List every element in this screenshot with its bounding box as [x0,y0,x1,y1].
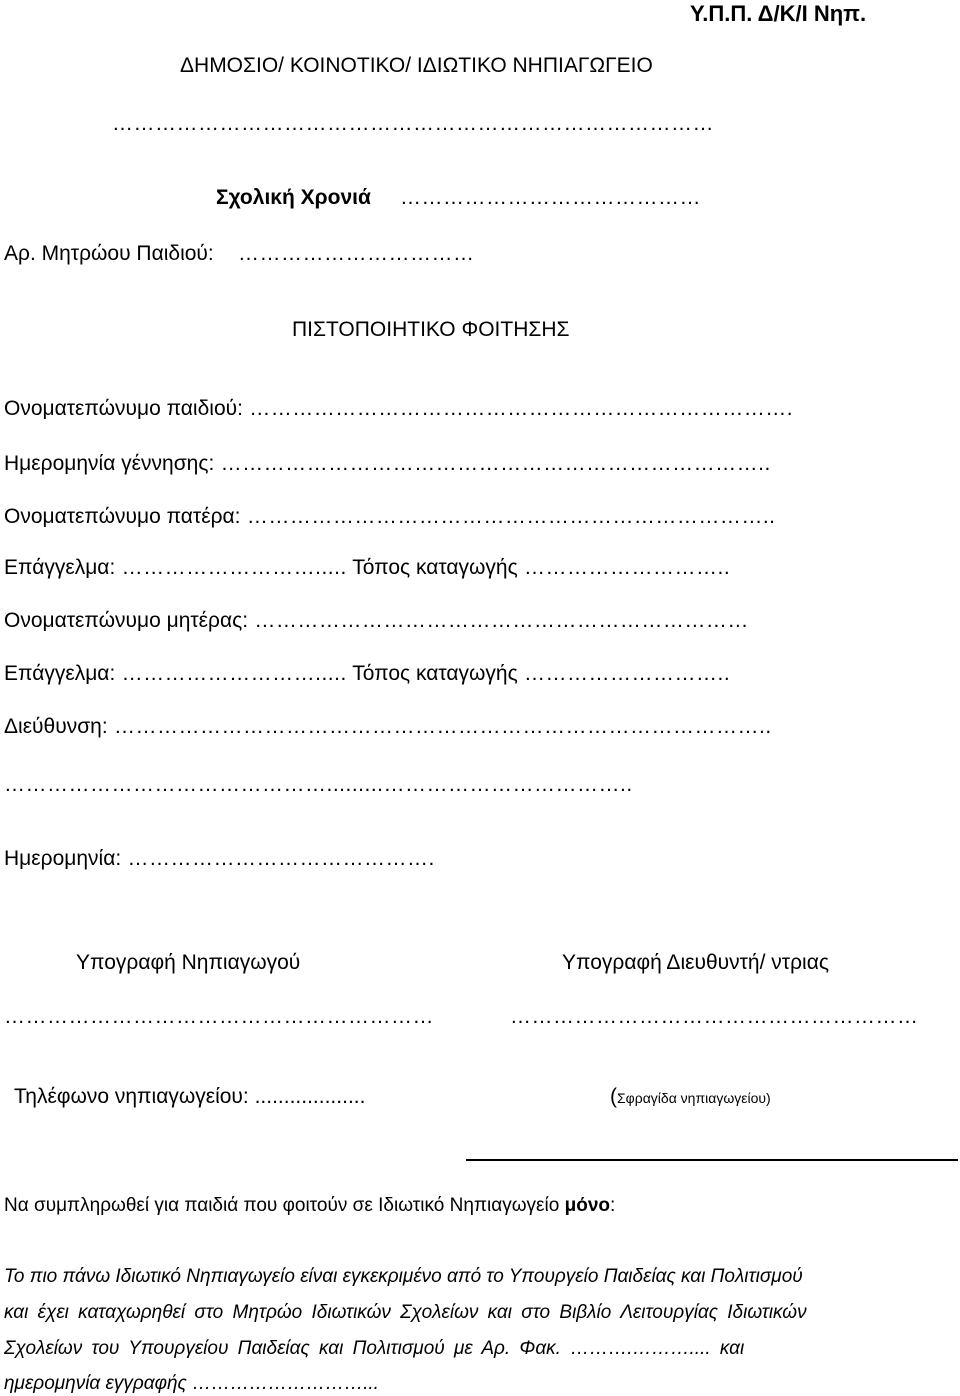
field-label: Επάγγελμα: [4,556,116,579]
origin-blank[interactable]: ……………………….. [517,662,731,685]
address-line2-blank[interactable]: ……………………………………….........…………………………….. [4,773,633,796]
father-name-field[interactable] [4,505,776,529]
field-label: Ονοματεπώνυμο μητέρας: [4,609,249,632]
address-field[interactable] [4,715,772,739]
father-occupation-field[interactable] [4,556,730,580]
private-note-line-4: ημερομηνία εγγραφής ………………………... [4,1373,379,1394]
school-year-blank[interactable]: …………………………………… [400,186,701,209]
school-year-label: Σχολική Χρονιά [216,186,371,209]
field-label: Διεύθυνση: [4,715,108,738]
field-blank[interactable]: ……………………………………………………………………………….. [107,715,772,738]
date-field[interactable] [4,847,435,871]
origin-label: Τόπος καταγωγής [346,662,518,685]
field-blank[interactable]: …………………………………………………………………. [242,397,794,420]
school-type: ΔΗΜΟΣΙΟ/ ΚΟΙΝΟΤΙΚΟ/ ΙΔΙΩΤΙΚΟ ΝΗΠΙΑΓΩΓΕΙΟ [180,54,653,77]
field-blank[interactable]: …………………………………………………………… [248,609,749,632]
field-blank[interactable]: ………………………………………………………………….. [214,452,771,475]
origin-blank[interactable]: ……………………….. [517,556,731,579]
school-name-blank[interactable]: ………………………………………………………………………… [112,112,714,135]
mother-name-field[interactable] [4,609,749,633]
mother-occupation-field[interactable] [4,662,730,686]
form-code: Υ.Π.Π. Δ/Κ/Ι Νηπ. [690,1,867,26]
field-label: Ονοματεπώνυμο παιδιού: [4,397,243,420]
private-note-line-1: Το πιο πάνω Ιδιωτικό Νηπιαγωγείο είναι εγκεκριμένο από το Υπουργείο Παιδείας και Πολιτισμού [4,1266,803,1287]
birth-date-field[interactable] [4,452,771,476]
field-blank[interactable]: ………………………..... [115,556,347,579]
field-label: Ονοματεπώνυμο πατέρα: [4,505,241,528]
teacher-signature-blank[interactable]: …………………………………………………… [4,1005,434,1028]
field-blank[interactable]: ……………………………………………………………….. [240,505,776,528]
intro-text: Να συμπληρωθεί για παιδιά που φοιτούν σε Ιδιωτικό Νηπιαγωγείο [4,1195,565,1216]
phone-field[interactable]: Τηλέφωνο νηπιαγωγείου: ................... [14,1085,366,1108]
teacher-signature-label: Υπογραφή Νηπιαγωγού [76,951,301,974]
stamp-label [610,1085,771,1110]
intro-bold-text: μόνο [564,1195,610,1216]
director-signature-label: Υπογραφή Διευθυντή/ ντριας [562,951,829,974]
private-note-line-2: και έχει καταχωρηθεί στο Μητρώο Ιδιωτικών Σχολείων και στο Βιβλίο Λειτουργίας Ιδιωτικών [4,1302,807,1323]
private-note-line-3: Σχολείων του Υπουργείου Παιδείας και Πολιτισμού με Αρ. Φακ. ……….……….... και [4,1338,745,1359]
director-signature-blank[interactable]: ………………………………………………… [510,1005,919,1028]
field-blank[interactable]: ……………………………………. [121,847,435,870]
stamp-text: Σφραγίδα νηπιαγωγείου) [617,1090,771,1106]
field-label: Επάγγελμα: [4,662,116,685]
private-note-intro [4,1194,615,1218]
intro-end-text: : [610,1195,616,1216]
field-blank[interactable]: ………………………..... [115,662,347,685]
page-title: ΠΙΣΤΟΠΟΙΗΤΙΚΟ ΦΟΙΤΗΣΗΣ [292,318,570,341]
registry-label: Αρ. Μητρώου Παιδιού: [4,242,214,265]
field-label: Ημερομηνία: [4,847,122,870]
child-name-field[interactable] [4,397,793,421]
field-label: Ημερομηνία γέννησης: [4,452,215,475]
stamp-paren: ( [610,1085,617,1108]
origin-label: Τόπος καταγωγής [346,556,518,579]
separator-line [466,1159,958,1161]
registry-blank[interactable]: …………………………… [238,242,475,265]
